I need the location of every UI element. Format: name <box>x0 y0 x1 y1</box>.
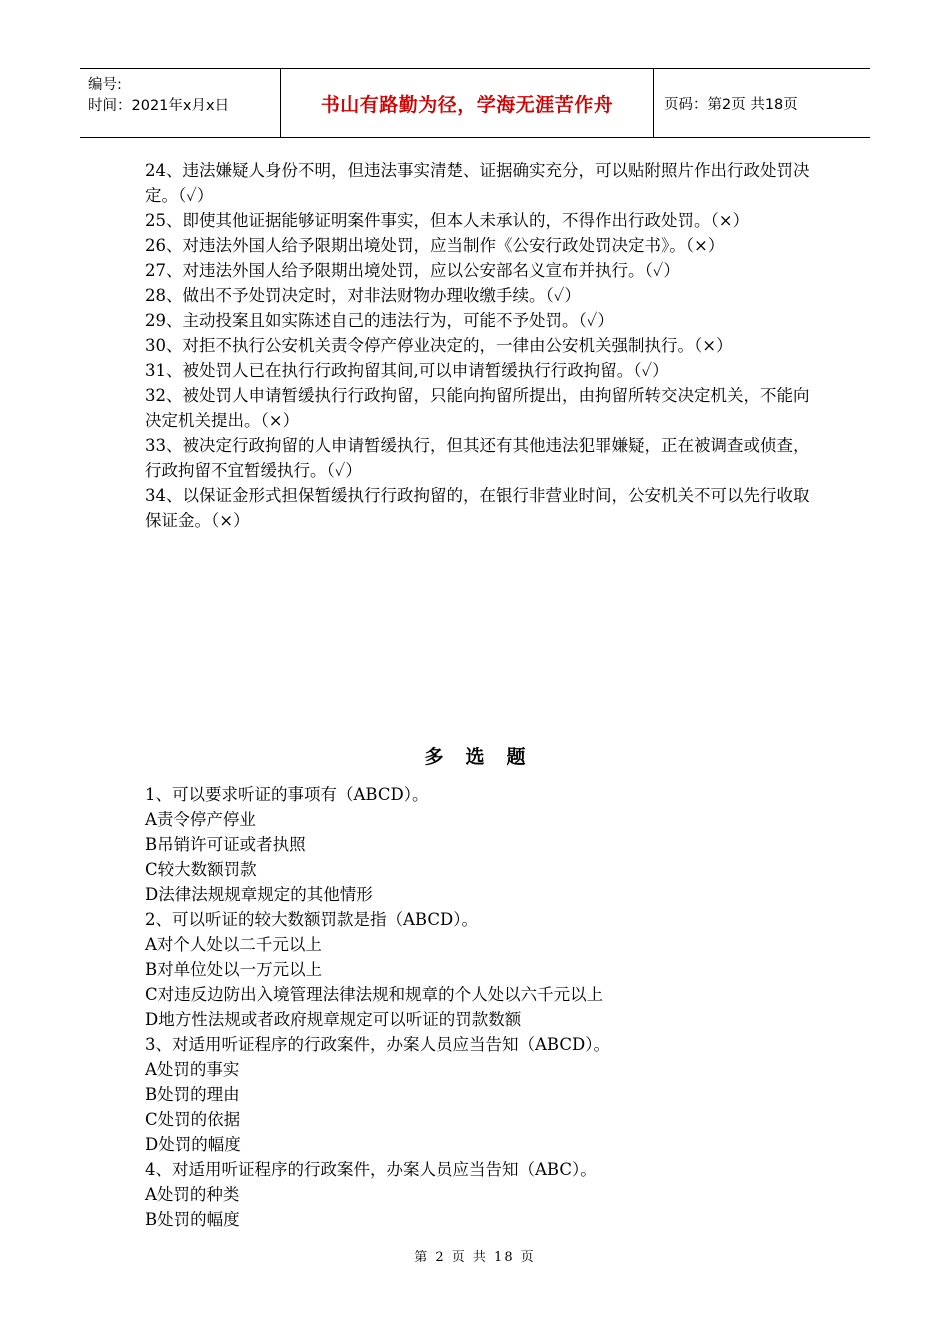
mc-option: C处罚的依据 <box>145 1110 241 1129</box>
mc-option: C较大数额罚款 <box>145 860 257 879</box>
mc-option: A处罚的种类 <box>145 1185 240 1204</box>
mc-option: A对个人处以二千元以上 <box>145 935 322 954</box>
header-left-cell <box>80 69 281 137</box>
motto: 书山有路勤为径，学海无涯苦作舟 <box>281 69 654 137</box>
tf-item-28: 28、做出不予处罚决定时，对非法财物办理收缴手续。（✓） <box>145 286 581 305</box>
tf-item-34: 34、以保证金形式担保暂缓执行行政拘留的，在银行非营业时间，公安机关不可以先行收取保证金。（×） <box>145 486 810 530</box>
mc-option: B处罚的幅度 <box>145 1210 240 1229</box>
tf-item-33: 33、被决定行政拘留的人申请暂缓执行，但其还有其他违法犯罪嫌疑，正在被调查或侦查，行政拘留不宜暂缓执行。（✓） <box>145 436 810 480</box>
tf-item-27: 27、对违法外国人给予限期出境处罚，应以公安部名义宣布并执行。（✓） <box>145 261 680 280</box>
date-label: 时间：2021年x月x日 <box>88 98 230 114</box>
tf-item-30: 30、对拒不执行公安机关责令停产停业决定的，一律由公安机关强制执行。（×） <box>145 336 733 355</box>
mc-option: C对违反边防出入境管理法律法规和规章的个人处以六千元以上 <box>145 985 604 1004</box>
tf-item-25: 25、即使其他证据能够证明案件事实，但本人未承认的，不得作出行政处罚。（×） <box>145 211 750 230</box>
page-footer: 第 2 页 共 18 页 <box>414 1250 536 1265</box>
tf-item-24: 24、违法嫌疑人身份不明，但违法事实清楚、证据确实充分，可以贴附照片作出行政处罚决定。（✓） <box>145 161 810 205</box>
mc-option: A责令停产停业 <box>145 810 256 829</box>
page-header <box>80 68 870 138</box>
mc-option: D处罚的幅度 <box>145 1135 241 1154</box>
mc-question-1: 1、可以要求听证的事项有（ABCD）。 <box>145 785 429 804</box>
tf-item-31: 31、被处罚人已在执行行政拘留其间,可以申请暂缓执行行政拘留。（✓） <box>145 361 669 380</box>
mc-option: A处罚的事实 <box>145 1060 240 1079</box>
tf-item-29: 29、主动投案且如实陈述自己的违法行为，可能不予处罚。（✓） <box>145 311 614 330</box>
mc-question-4: 4、对适用听证程序的行政案件，办案人员应当告知（ABC）。 <box>145 1160 597 1179</box>
mc-question-3: 3、对适用听证程序的行政案件，办案人员应当告知（ABCD）。 <box>145 1035 610 1054</box>
mc-option: B吊销许可证或者执照 <box>145 835 306 854</box>
mc-option: B对单位处以一万元以上 <box>145 960 323 979</box>
mc-option: D地方性法规或者政府规章规定可以听证的罚款数额 <box>145 1010 522 1029</box>
mc-option: B处罚的理由 <box>145 1085 240 1104</box>
serial-label: 编号: <box>88 77 122 93</box>
multiple-choice-list <box>145 782 810 1232</box>
true-false-list <box>145 158 810 533</box>
mc-question-2: 2、可以听证的较大数额罚款是指（ABCD）。 <box>145 910 478 929</box>
section-title-multiple-choice: 多选题 <box>424 746 548 768</box>
tf-item-32: 32、被处罚人申请暂缓执行行政拘留，只能向拘留所提出，由拘留所转交决定机关，不能向决定机关提出。（×） <box>145 386 810 430</box>
page-info: 页码：第2页 共18页 <box>664 96 798 113</box>
tf-item-26: 26、对违法外国人给予限期出境处罚，应当制作《公安行政处罚决定书》。（×） <box>145 236 725 255</box>
mc-option: D法律法规规章规定的其他情形 <box>145 885 373 904</box>
